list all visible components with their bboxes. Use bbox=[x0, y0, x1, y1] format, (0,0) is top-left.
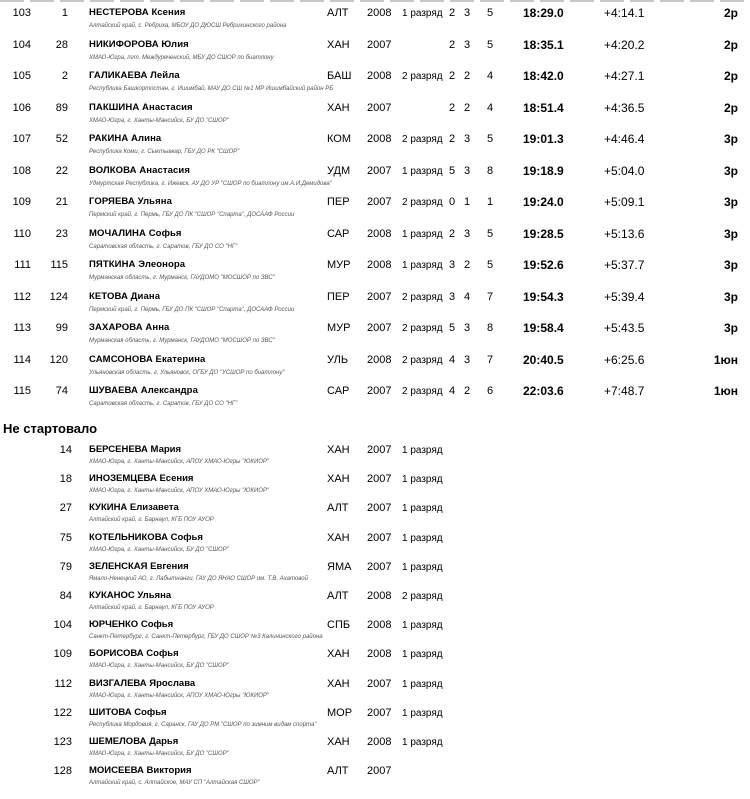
category: 3р bbox=[723, 226, 738, 241]
time-gap: +5:13.6 bbox=[604, 226, 645, 241]
bib-cell: 28 bbox=[55, 38, 68, 51]
athlete-region: Саратовская область, г. Саратов, ГБУ ДО СО "НГ" bbox=[89, 243, 238, 250]
time-gap: +4:14.1 bbox=[604, 6, 645, 20]
birth-year: 2007 bbox=[367, 101, 392, 114]
category: 2р bbox=[723, 6, 738, 20]
team-code: ХАН bbox=[327, 677, 350, 690]
bib-cell: 75 bbox=[59, 531, 72, 544]
dns-row bbox=[0, 761, 750, 790]
team-code: ХАН bbox=[327, 38, 350, 51]
sport-rank: 2 разряд bbox=[402, 291, 443, 303]
athlete-name: МОЧАЛИНА Софья bbox=[89, 227, 182, 239]
athlete-name: ИНОЗЕМЦЕВА Есения bbox=[89, 473, 194, 485]
team-code: СПБ bbox=[327, 619, 351, 632]
place-cell: 109 bbox=[12, 196, 31, 208]
athlete-region: Республика Мордовия, г. Саранск, ГАУ ДО РМ "СШОР по зимним видам спорта" bbox=[89, 721, 317, 728]
shooting-1: 2 bbox=[448, 38, 456, 51]
category: 3р bbox=[723, 163, 738, 178]
shooting-1: 3 bbox=[448, 259, 456, 271]
time-gap: +4:36.5 bbox=[604, 100, 645, 115]
place-cell: 111 bbox=[14, 259, 31, 271]
sport-rank: 1 разряд bbox=[402, 649, 443, 661]
birth-year: 2007 bbox=[367, 473, 392, 486]
team-code: ХАН bbox=[327, 444, 350, 456]
athlete-region: Алтайский край, г. Барнаул, КГБ ПОУ АУОР bbox=[89, 605, 214, 611]
shooting-total: 8 bbox=[486, 164, 494, 177]
dns-row bbox=[0, 703, 750, 732]
dns-row bbox=[0, 644, 750, 673]
time-gap: +5:09.1 bbox=[604, 195, 645, 209]
athlete-region: Санкт-Петербург, г. Санкт-Петербург, ГБУ ДО СШОР №3 Калининского района bbox=[89, 634, 323, 641]
bib-cell: 109 bbox=[53, 648, 72, 661]
bib-cell: 23 bbox=[55, 227, 68, 240]
shooting-total: 4 bbox=[486, 70, 494, 82]
athlete-name: ЗАХАРОВА Анна bbox=[89, 322, 170, 333]
category: 2р bbox=[723, 37, 738, 52]
time-gap: +4:27.1 bbox=[604, 69, 645, 83]
bib-cell: 1 bbox=[61, 7, 68, 19]
shooting-1: 2 bbox=[448, 7, 456, 19]
athlete-region: ХМАО-Югра, г. Ханты-Мансийск, АПОУ ХМАО-Югры "ЮКИОР" bbox=[89, 692, 270, 699]
shooting-2: 3 bbox=[463, 322, 471, 334]
shooting-2: 2 bbox=[463, 101, 471, 114]
place-cell: 108 bbox=[12, 164, 31, 177]
team-code: ПЕР bbox=[327, 290, 350, 303]
sport-rank: 1 разряд bbox=[402, 228, 443, 240]
birth-year: 2007 bbox=[367, 290, 392, 303]
place-cell: 107 bbox=[12, 133, 31, 145]
result-row bbox=[0, 65, 750, 96]
finish-time: 19:24.0 bbox=[523, 195, 564, 209]
bib-cell: 79 bbox=[59, 560, 72, 573]
birth-year: 2007 bbox=[367, 196, 392, 208]
shooting-2: 1 bbox=[463, 196, 471, 208]
birth-year: 2007 bbox=[367, 164, 392, 177]
team-code: ХАН bbox=[327, 473, 350, 486]
bib-cell: 21 bbox=[55, 196, 68, 208]
sport-rank: 1 разряд bbox=[402, 445, 443, 456]
sport-rank: 2 разряд bbox=[402, 591, 443, 602]
bib-cell: 115 bbox=[50, 259, 68, 271]
category: 3р bbox=[723, 258, 738, 272]
place-cell: 114 bbox=[13, 353, 31, 366]
shooting-2: 4 bbox=[463, 290, 471, 303]
bib-cell: 99 bbox=[55, 322, 68, 334]
time-gap: +6:25.6 bbox=[604, 352, 645, 367]
birth-year: 2007 bbox=[367, 502, 392, 515]
athlete-region: ХМАО-Югра, г. Ханты-Мансийск, БУ ДО "СШОР" bbox=[89, 546, 229, 553]
athlete-name: КЕТОВА Диана bbox=[89, 290, 161, 302]
result-row bbox=[0, 254, 750, 285]
athlete-name: КУКИНА Елизавета bbox=[89, 502, 179, 514]
athlete-name: НЕСТЕРОВА Ксения bbox=[89, 7, 186, 18]
team-code: УЛЬ bbox=[327, 353, 349, 366]
athlete-region: ХМАО-Югра, пгт. Междуреченский, МБУ ДО СШОР по биатлону bbox=[89, 54, 274, 61]
result-row bbox=[0, 380, 750, 411]
finish-time: 19:18.9 bbox=[523, 163, 564, 178]
athlete-name: МОИСЕЕВА Виктория bbox=[89, 765, 192, 777]
result-row bbox=[0, 317, 750, 348]
shooting-total: 5 bbox=[486, 7, 494, 19]
team-code: ПЕР bbox=[327, 196, 350, 208]
athlete-name: БЕРСЕНЕВА Мария bbox=[89, 444, 182, 455]
athlete-region: Мурманская область, г. Мурманск, ГАУДОМО "МОСШОР по ЗВС" bbox=[89, 338, 275, 344]
sport-rank: 2 разряд bbox=[402, 354, 443, 366]
birth-year: 2008 bbox=[367, 353, 392, 366]
shooting-total: 1 bbox=[486, 196, 494, 208]
dns-row bbox=[0, 586, 750, 615]
athlete-name: ЗЕЛЕНСКАЯ Евгения bbox=[89, 560, 189, 572]
birth-year: 2007 bbox=[367, 322, 392, 334]
category: 3р bbox=[723, 195, 738, 209]
category: 3р bbox=[723, 289, 738, 304]
shooting-2: 3 bbox=[463, 164, 471, 177]
shooting-1: 0 bbox=[448, 196, 456, 208]
sport-rank: 1 разряд bbox=[402, 260, 443, 271]
shooting-1: 5 bbox=[448, 164, 456, 177]
sport-rank: 1 разряд bbox=[402, 474, 443, 486]
team-code: АЛТ bbox=[327, 502, 349, 515]
athlete-region: Ямало-Ненецкий АО, г. Лабытнанги, ГАУ ДО ЯНАО СШОР им. Т.В. Ахатовой bbox=[89, 575, 308, 582]
shooting-1: 3 bbox=[448, 290, 456, 303]
shooting-2: 3 bbox=[463, 227, 471, 240]
team-code: КОМ bbox=[327, 133, 352, 145]
finish-time: 22:03.6 bbox=[523, 384, 564, 398]
bib-cell: 14 bbox=[59, 444, 72, 456]
sport-rank: 1 разряд bbox=[402, 620, 443, 632]
team-code: АЛТ bbox=[327, 765, 349, 778]
shooting-1: 4 bbox=[448, 385, 456, 397]
athlete-region: ХМАО-Югра, г. Ханты-Мансийск, АПОУ ХМАО-Югры "ЮКИОР" bbox=[89, 459, 270, 465]
sport-rank: 1 разряд bbox=[402, 561, 443, 573]
shooting-1: 2 bbox=[448, 101, 456, 114]
team-code: АЛТ bbox=[327, 590, 349, 602]
athlete-name: ПАКШИНА Анастасия bbox=[89, 101, 193, 113]
dns-row bbox=[0, 469, 750, 498]
birth-year: 2008 bbox=[367, 70, 392, 82]
team-code: УДМ bbox=[327, 164, 351, 177]
shooting-1: 5 bbox=[448, 322, 456, 334]
sport-rank: 1 разряд bbox=[402, 707, 443, 719]
birth-year: 2008 bbox=[367, 736, 392, 748]
bib-cell: 124 bbox=[49, 290, 68, 303]
dns-row bbox=[0, 528, 750, 557]
team-code: МУР bbox=[327, 259, 351, 271]
shooting-2: 2 bbox=[463, 70, 471, 82]
birth-year: 2007 bbox=[367, 531, 392, 544]
bib-cell: 104 bbox=[53, 619, 72, 632]
shooting-2: 2 bbox=[463, 259, 471, 271]
category: 1юн bbox=[713, 384, 738, 398]
shooting-total: 8 bbox=[486, 322, 494, 334]
shooting-total: 5 bbox=[486, 259, 494, 271]
birth-year: 2008 bbox=[367, 133, 392, 145]
athlete-region: Алтайский край, г. Барнаул, КГБ ПОУ АУОР bbox=[89, 517, 214, 524]
shooting-2: 3 bbox=[463, 133, 471, 145]
shooting-total: 5 bbox=[486, 227, 494, 240]
shooting-total: 7 bbox=[486, 353, 494, 366]
result-row bbox=[0, 191, 750, 222]
bib-cell: 123 bbox=[53, 736, 72, 748]
athlete-name: ШИТОВА Софья bbox=[89, 706, 167, 718]
shooting-2: 2 bbox=[463, 385, 471, 397]
result-row bbox=[0, 160, 750, 191]
team-code: ХАН bbox=[327, 531, 350, 544]
sport-rank: 1 разряд bbox=[402, 532, 443, 544]
athlete-name: РАКИНА Алина bbox=[89, 133, 162, 144]
team-code: МОР bbox=[327, 706, 353, 719]
birth-year: 2007 bbox=[367, 560, 392, 573]
result-row bbox=[0, 2, 750, 33]
athlete-name: ПЯТКИНА Элеонора bbox=[89, 259, 186, 270]
place-cell: 105 bbox=[12, 70, 31, 82]
time-gap: +4:46.4 bbox=[604, 132, 645, 146]
athlete-region: Мурманская область, г. Мурманск, ГАУДОМО "МОСШОР по ЗВС" bbox=[89, 275, 275, 281]
team-code: ЯМА bbox=[327, 560, 352, 573]
team-code: ХАН bbox=[327, 101, 350, 114]
team-code: ХАН bbox=[327, 648, 350, 661]
dns-row bbox=[0, 440, 750, 469]
sport-rank: 1 разряд bbox=[402, 678, 443, 690]
finish-time: 19:58.4 bbox=[523, 321, 564, 335]
team-code: САР bbox=[327, 385, 350, 397]
athlete-region: Пермский край, г. Пермь, ГБУ ДО ПК "СШОР "Спарта", ДОСААФ России bbox=[89, 306, 295, 313]
finish-time: 18:35.1 bbox=[523, 37, 564, 52]
shooting-total: 5 bbox=[486, 38, 494, 51]
bib-cell: 22 bbox=[55, 164, 68, 177]
finish-time: 18:29.0 bbox=[523, 6, 564, 20]
shooting-total: 6 bbox=[486, 385, 494, 397]
birth-year: 2007 bbox=[367, 38, 392, 51]
bib-cell: 74 bbox=[55, 385, 68, 397]
birth-year: 2008 bbox=[367, 227, 392, 240]
dns-row bbox=[0, 557, 750, 586]
bib-cell: 122 bbox=[53, 706, 72, 719]
finish-time: 19:52.6 bbox=[523, 258, 564, 272]
time-gap: +7:48.7 bbox=[604, 384, 645, 398]
shooting-total: 5 bbox=[486, 133, 494, 145]
bib-cell: 18 bbox=[59, 473, 72, 486]
athlete-region: ХМАО-Югра, г. Ханты-Мансийск, БУ ДО "СШОР" bbox=[89, 117, 229, 124]
birth-year: 2007 bbox=[367, 444, 392, 456]
dns-row bbox=[0, 615, 750, 644]
birth-year: 2007 bbox=[367, 765, 392, 778]
birth-year: 2007 bbox=[367, 385, 392, 397]
time-gap: +5:04.0 bbox=[604, 163, 645, 178]
finish-time: 20:40.5 bbox=[523, 352, 564, 367]
athlete-region: Республика Башкортостан, г. Ишимбай, МАУ ДО СШ №1 МР Ишимбайский район РБ bbox=[89, 86, 334, 92]
time-gap: +5:43.5 bbox=[604, 321, 645, 335]
bib-cell: 89 bbox=[55, 101, 68, 114]
result-row bbox=[0, 223, 750, 254]
shooting-1: 2 bbox=[448, 227, 456, 240]
place-cell: 112 bbox=[13, 290, 31, 303]
sport-rank: 2 разряд bbox=[402, 71, 443, 82]
athlete-region: Алтайский край, с. Ребриха, МБОУ ДО ДЮСШ Ребрихинского района bbox=[89, 23, 287, 29]
sport-rank: 2 разряд bbox=[402, 197, 443, 208]
athlete-region: Алтайский край, с. Алтайское, МАУ СП "Алтайская СШОР" bbox=[89, 780, 260, 787]
place-cell: 104 bbox=[12, 38, 31, 51]
bib-cell: 2 bbox=[61, 70, 68, 82]
athlete-region: Удмуртская Республика, г. Ижевск, АУ ДО УР "СШОР по биатлону им.А.И.Демидова" bbox=[89, 180, 332, 187]
bib-cell: 52 bbox=[55, 133, 68, 145]
birth-year: 2007 bbox=[367, 706, 392, 719]
finish-time: 19:01.3 bbox=[523, 132, 564, 146]
athlete-region: Пермский край, г. Пермь, ГБУ ДО ПК "СШОР "Спарта", ДОСААФ России bbox=[89, 212, 295, 218]
result-row bbox=[0, 97, 750, 128]
dns-row bbox=[0, 732, 750, 761]
category: 2р bbox=[723, 100, 738, 115]
sport-rank: 1 разряд bbox=[402, 503, 443, 515]
finish-time: 19:54.3 bbox=[523, 289, 564, 304]
place-cell: 106 bbox=[12, 101, 31, 114]
birth-year: 2008 bbox=[367, 648, 392, 661]
dns-row bbox=[0, 674, 750, 703]
finish-time: 18:42.0 bbox=[523, 69, 564, 83]
place-cell: 110 bbox=[13, 227, 31, 240]
dns-row bbox=[0, 498, 750, 527]
athlete-name: САМСОНОВА Екатерина bbox=[89, 353, 206, 365]
shooting-1: 2 bbox=[448, 133, 456, 145]
shooting-1: 2 bbox=[448, 70, 456, 82]
place-cell: 113 bbox=[13, 322, 31, 334]
bib-cell: 84 bbox=[59, 590, 72, 602]
dns-section-title: Не стартовало bbox=[3, 421, 98, 436]
bib-cell: 120 bbox=[49, 353, 68, 366]
shooting-2: 3 bbox=[463, 353, 471, 366]
result-row bbox=[0, 349, 750, 380]
athlete-name: ШУВАЕВА Александра bbox=[89, 385, 198, 396]
athlete-region: Саратовская область, г. Саратов, ГБУ ДО СО "НГ" bbox=[89, 401, 238, 407]
bib-cell: 27 bbox=[59, 502, 72, 515]
athlete-region: ХМАО-Югра, г. Ханты-Мансийск, БУ ДО "СШОР" bbox=[89, 751, 229, 757]
sport-rank: 2 разряд bbox=[402, 323, 443, 334]
shooting-2: 3 bbox=[463, 38, 471, 51]
birth-year: 2007 bbox=[367, 677, 392, 690]
place-cell: 115 bbox=[13, 385, 31, 397]
shooting-2: 3 bbox=[463, 7, 471, 19]
birth-year: 2008 bbox=[367, 590, 392, 602]
team-code: АЛТ bbox=[327, 7, 349, 19]
birth-year: 2008 bbox=[367, 7, 392, 19]
place-cell: 103 bbox=[12, 7, 31, 19]
team-code: БАШ bbox=[327, 70, 352, 82]
category: 3р bbox=[723, 321, 738, 335]
athlete-name: ШЕМЕЛОВА Дарья bbox=[89, 736, 179, 747]
athlete-name: ВОЛКОВА Анастасия bbox=[89, 164, 190, 176]
team-code: САР bbox=[327, 227, 350, 240]
shooting-total: 4 bbox=[486, 101, 494, 114]
time-gap: +5:39.4 bbox=[604, 289, 645, 304]
athlete-name: КУКАНОС Ульяна bbox=[89, 590, 172, 601]
finish-time: 18:51.4 bbox=[523, 100, 564, 115]
result-row bbox=[0, 128, 750, 159]
shooting-total: 7 bbox=[486, 290, 494, 303]
time-gap: +5:37.7 bbox=[604, 258, 645, 272]
athlete-name: ЮРЧЕНКО Софья bbox=[89, 619, 174, 631]
team-code: ХАН bbox=[327, 736, 350, 748]
athlete-name: КОТЕЛЬНИКОВА Софья bbox=[89, 531, 203, 543]
result-row bbox=[0, 286, 750, 317]
athlete-region: ХМАО-Югра, г. Ханты-Мансийск, БУ ДО "СШОР" bbox=[89, 663, 229, 670]
athlete-region: ХМАО-Югра, г. Ханты-Мансийск, АПОУ ХМАО-Югры "ЮКИОР" bbox=[89, 488, 270, 495]
sport-rank: 1 разряд bbox=[402, 737, 443, 748]
athlete-name: ГАЛИКАЕВА Лейла bbox=[89, 70, 180, 81]
category: 1юн bbox=[713, 352, 738, 367]
shooting-1: 4 bbox=[448, 353, 456, 366]
category: 2р bbox=[723, 69, 738, 83]
sport-rank: 2 разряд bbox=[402, 134, 443, 145]
birth-year: 2008 bbox=[367, 259, 392, 271]
category: 3р bbox=[723, 132, 738, 146]
sport-rank: 1 разряд bbox=[402, 165, 443, 177]
sport-rank: 1 разряд bbox=[402, 8, 443, 19]
bib-cell: 128 bbox=[53, 765, 72, 778]
athlete-name: ВИЗГАЛЕВА Ярослава bbox=[89, 677, 196, 689]
athlete-name: ГОРЯЕВА Ульяна bbox=[89, 196, 172, 207]
sport-rank: 2 разряд bbox=[402, 386, 443, 397]
athlete-name: НИКИФОРОВА Юлия bbox=[89, 38, 189, 50]
athlete-region: Ульяновская область, г. Ульяновск, ОГБУ ДО "УСШОР по биатлону" bbox=[89, 369, 285, 376]
bib-cell: 112 bbox=[54, 677, 72, 690]
athlete-name: БОРИСОВА Софья bbox=[89, 648, 179, 660]
finish-time: 19:28.5 bbox=[523, 226, 564, 241]
time-gap: +4:20.2 bbox=[604, 37, 645, 52]
result-row bbox=[0, 34, 750, 65]
athlete-region: Республика Коми, г. Сыктывкар, ГБУ ДО РК "СШОР" bbox=[89, 149, 240, 155]
team-code: МУР bbox=[327, 322, 351, 334]
birth-year: 2008 bbox=[367, 619, 392, 632]
